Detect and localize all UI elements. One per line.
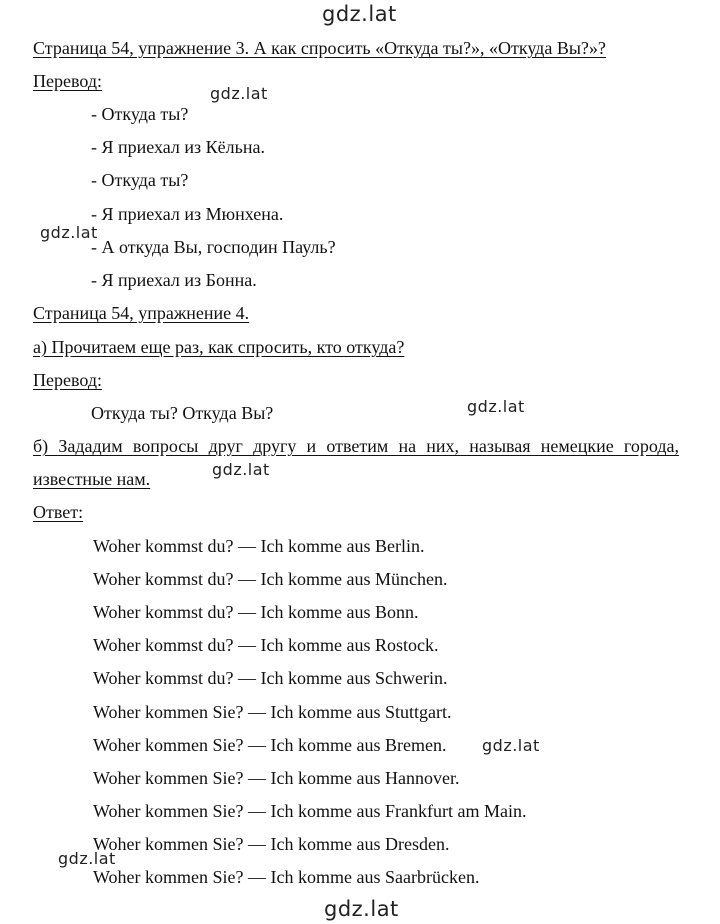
dialogue-line: - Откуда ты? bbox=[91, 170, 189, 190]
part-b-heading: б) Зададим вопросы друг другу и ответим на них, называя немецкие города, bbox=[33, 436, 679, 456]
answer-line: Woher kommen Sie? — Ich komme aus Bremen. bbox=[93, 735, 447, 755]
watermark-bottom: gdz.lat bbox=[324, 897, 399, 921]
watermark-top: gdz.lat bbox=[322, 2, 397, 26]
answer-line: Woher kommst du? — Ich komme aus Rostock. bbox=[93, 635, 439, 655]
watermark: gdz.lat bbox=[467, 397, 525, 416]
answer-line: Woher kommen Sie? — Ich komme aus Hannover. bbox=[93, 768, 460, 788]
answer-line: Woher kommen Sie? — Ich komme aus Dresden. bbox=[93, 834, 450, 854]
dialogue-line: - А откуда Вы, господин Пауль? bbox=[91, 237, 336, 257]
watermark: gdz.lat bbox=[482, 736, 540, 755]
translation-text: Откуда ты? Откуда Вы? bbox=[91, 403, 274, 423]
dialogue-line: - Откуда ты? bbox=[91, 104, 189, 124]
exercise-4-heading: Страница 54, упражнение 4. bbox=[33, 303, 250, 323]
dialogue-line: - Я приехал из Бонна. bbox=[91, 270, 257, 290]
answer-line: Woher kommst du? — Ich komme aus Bonn. bbox=[93, 602, 419, 622]
watermark: gdz.lat bbox=[58, 849, 116, 868]
translation-label: Перевод: bbox=[33, 370, 102, 390]
watermark: gdz.lat bbox=[40, 223, 98, 242]
answer-line: Woher kommen Sie? — Ich komme aus Stuttgart. bbox=[93, 702, 452, 722]
translation-label: Перевод: bbox=[33, 71, 102, 91]
answer-line: Woher kommen Sie? — Ich komme aus Saarbrücken. bbox=[93, 867, 480, 887]
answer-line: Woher kommst du? — Ich komme aus Schwerin. bbox=[93, 668, 448, 688]
answer-line: Woher kommen Sie? — Ich komme aus Frankfurt am Main. bbox=[93, 801, 527, 821]
answer-label: Ответ: bbox=[33, 502, 84, 522]
watermark: gdz.lat bbox=[210, 84, 268, 103]
watermark: gdz.lat bbox=[212, 460, 270, 479]
answer-line: Woher kommst du? — Ich komme aus Berlin. bbox=[93, 536, 425, 556]
dialogue-line: - Я приехал из Кёльна. bbox=[91, 137, 265, 157]
exercise-3-heading: Страница 54, упражнение 3. А как спросить «Откуда ты?», «Откуда Вы?»? bbox=[33, 38, 606, 58]
part-a-heading: а) Прочитаем еще раз, как спросить, кто откуда? bbox=[33, 337, 405, 357]
dialogue-line: - Я приехал из Мюнхена. bbox=[91, 204, 284, 224]
answer-line: Woher kommst du? — Ich komme aus München. bbox=[93, 569, 448, 589]
part-b-heading-cont: известные нам. bbox=[33, 469, 151, 489]
